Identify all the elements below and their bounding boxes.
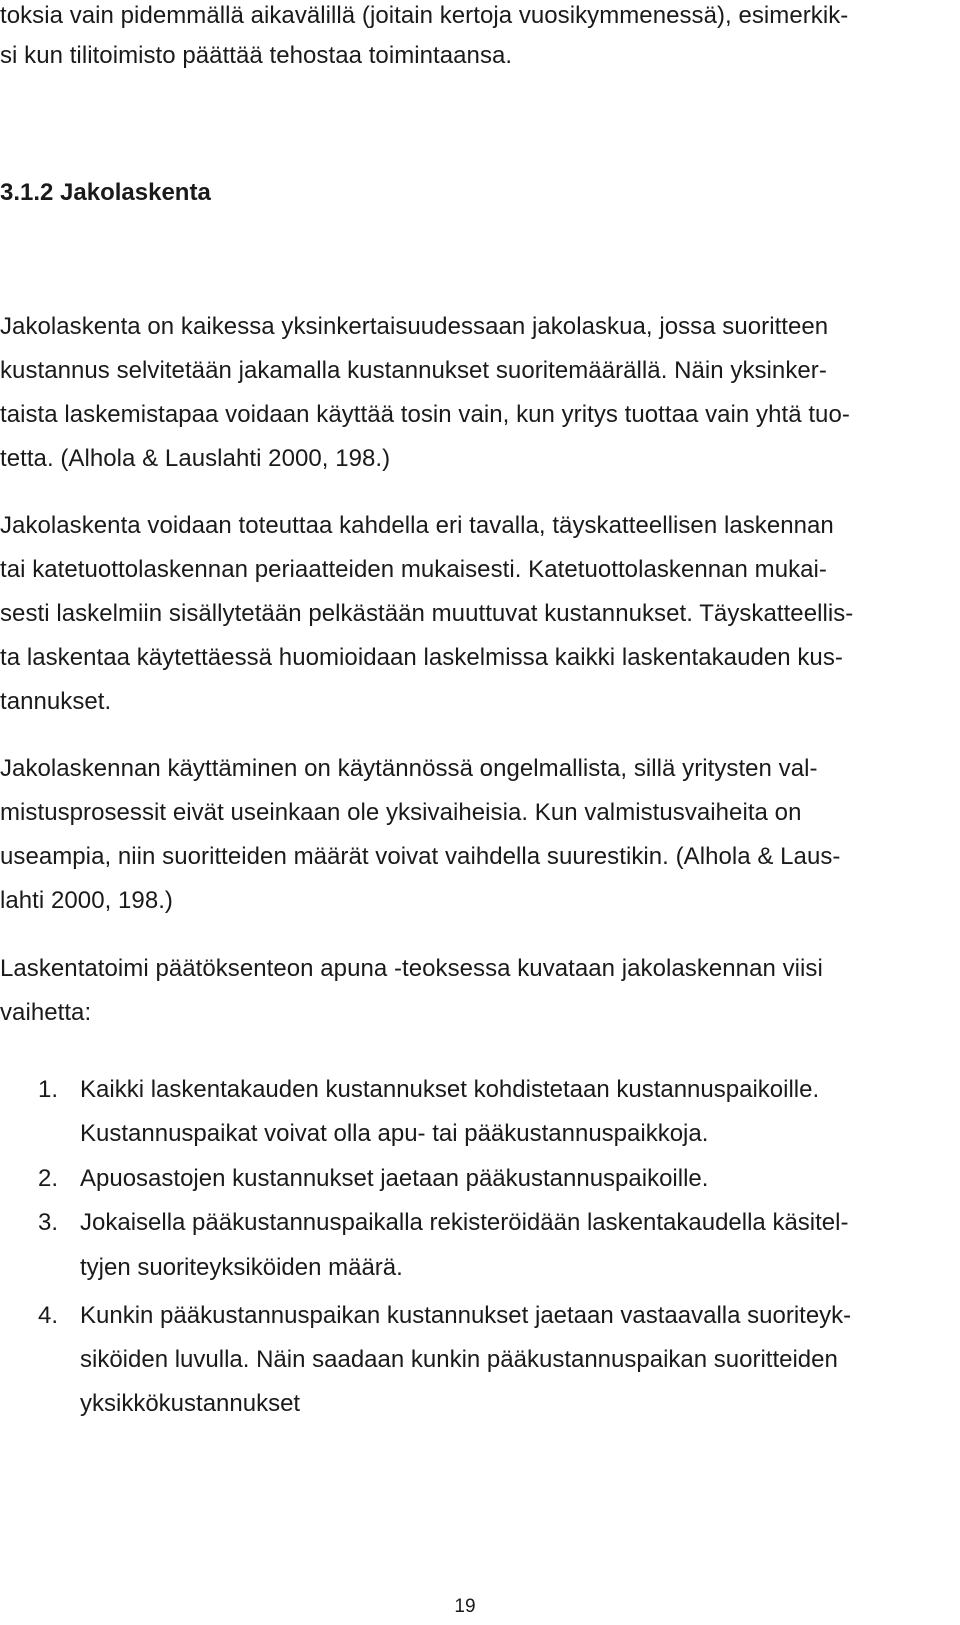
list-item-text: Jokaisella pääkustannuspaikalla rekisteröidään laskentakaudella käsitel- (80, 1209, 849, 1236)
text-line: sesti laskelmiin sisällytetään pelkästään muuttuvat kustannukset. Täyskatteellis- (0, 600, 854, 627)
section-heading: 3.1.2 Jakolaskenta (0, 179, 211, 206)
text-line: tetta. (Alhola & Lauslahti 2000, 198.) (0, 445, 391, 472)
text-line: Jakolaskenta voidaan toteuttaa kahdella eri tavalla, täyskatteellisen laskennan (0, 512, 834, 539)
text-line: lahti 2000, 198.) (0, 887, 173, 914)
text-line: mistusprosessit eivät useinkaan ole yksivaiheisia. Kun valmistusvaiheita on (0, 799, 802, 826)
text-line: ta laskentaa käytettäessä huomioidaan laskelmissa kaikki laskentakauden kus- (0, 644, 843, 671)
list-item-text: Kunkin pääkustannuspaikan kustannukset jaetaan vastaavalla suoriteyk- (80, 1302, 852, 1329)
text-line: tai katetuottolaskennan periaatteiden mukaisesti. Katetuottolaskennan mukai- (0, 556, 827, 583)
list-item-number: 2. (38, 1165, 59, 1192)
list-item-text: Kustannuspaikat voivat olla apu- tai pääkustannuspaikkoja. (80, 1120, 709, 1147)
list-item-number: 4. (38, 1302, 59, 1329)
list-item-number: 1. (38, 1076, 59, 1103)
text-line: vaihetta: (0, 999, 92, 1026)
page-number: 19 (454, 1596, 476, 1617)
text-line: si kun tilitoimisto päättää tehostaa toimintaansa. (0, 42, 513, 69)
list-item-text: yksikkökustannukset (80, 1390, 301, 1417)
list-item-number: 3. (38, 1209, 59, 1236)
text-line: toksia vain pidemmällä aikavälillä (joitain kertoja vuosikymmenessä), esimerkik- (0, 2, 849, 29)
list-item-text: Kaikki laskentakauden kustannukset kohdistetaan kustannuspaikoille. (80, 1076, 820, 1103)
text-line: kustannus selvitetään jakamalla kustannukset suoritemäärällä. Näin yksinker- (0, 357, 827, 384)
text-line: Jakolaskenta on kaikessa yksinkertaisuudessaan jakolaskua, jossa suoritteen (0, 313, 829, 340)
list-item-text: siköiden luvulla. Näin saadaan kunkin pääkustannuspaikan suoritteiden (80, 1346, 838, 1373)
text-line: Jakolaskennan käyttäminen on käytännössä ongelmallista, sillä yritysten val- (0, 755, 818, 782)
text-line: taista laskemistapaa voidaan käyttää tosin vain, kun yritys tuottaa vain yhtä tuo- (0, 401, 850, 428)
text-line: useampia, niin suoritteiden määrät voivat vaihdella suurestikin. (Alhola & Laus- (0, 843, 841, 870)
list-item-text: Apuosastojen kustannukset jaetaan pääkustannuspaikoille. (80, 1165, 709, 1192)
text-line: tannukset. (0, 688, 112, 715)
text-line: Laskentatoimi päätöksenteon apuna -teoksessa kuvataan jakolaskennan viisi (0, 955, 823, 982)
list-item-text: tyjen suoriteyksiköiden määrä. (80, 1254, 403, 1281)
